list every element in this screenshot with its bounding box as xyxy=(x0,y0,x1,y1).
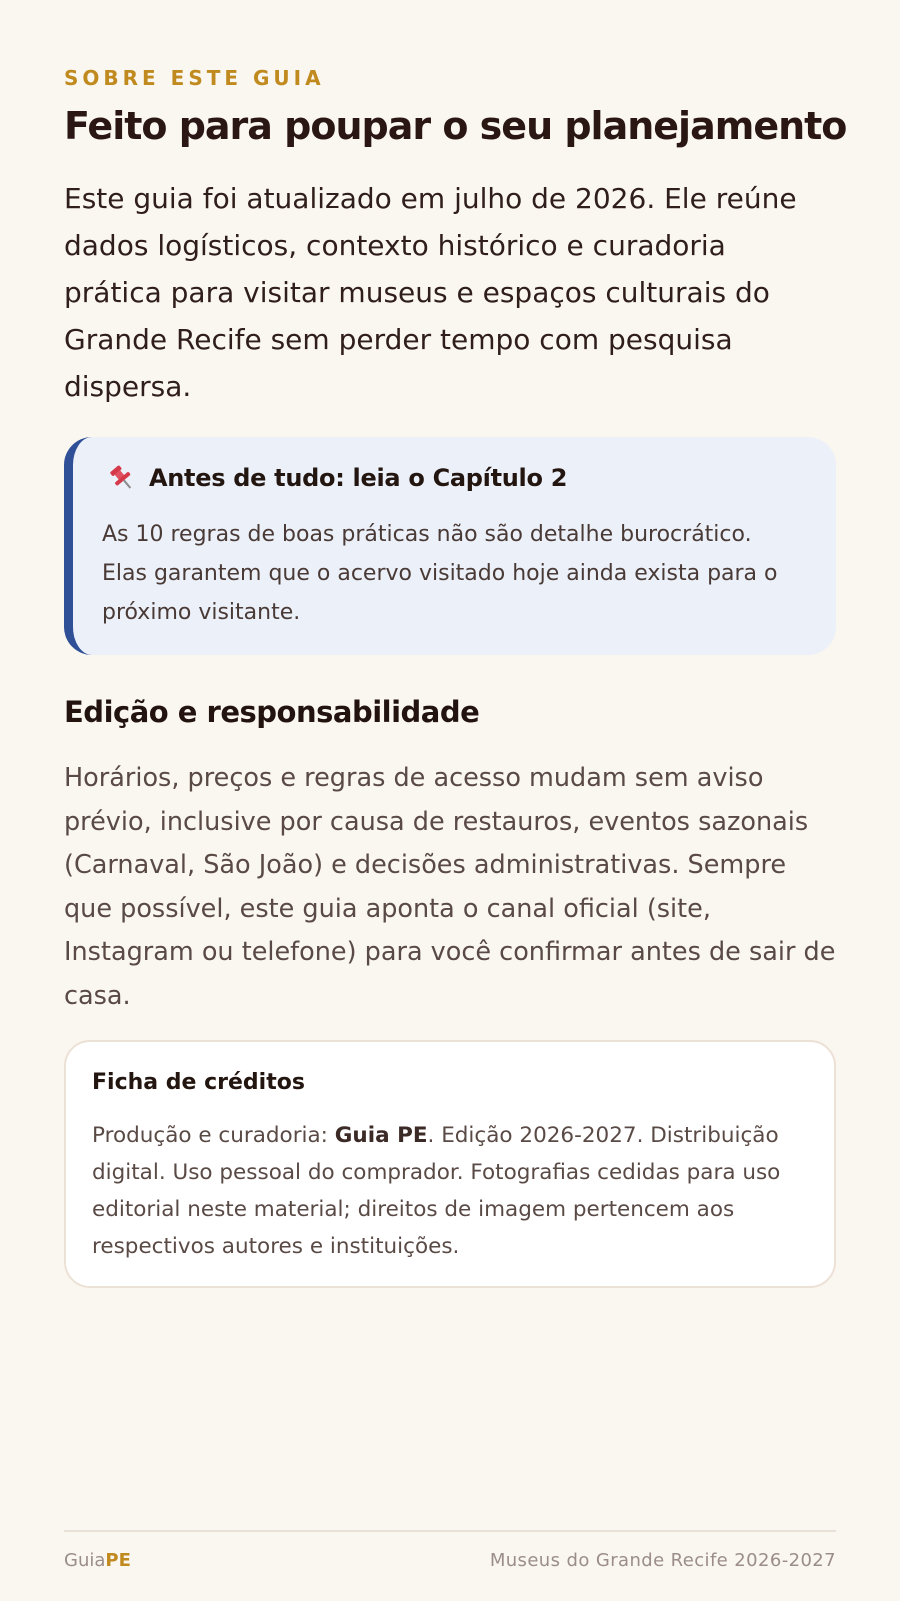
callout-box xyxy=(64,437,836,655)
footer-brand xyxy=(64,1550,131,1571)
section-body: Horários, preços e regras de acesso mudam sem aviso prévio, inclusive por causa de restauros, eventos sazonais (Carnaval, São João) e decisões administrativas. Sempre que possível, este guia aponta o canal oficial (site, Instagram ou telefone) para você confirmar antes de sair de casa. xyxy=(64,763,836,1011)
credits-lead: Produção e curadoria: xyxy=(92,1123,335,1148)
callout-body: As 10 regras de boas práticas não são detalhe burocrático. Elas garantem que o acervo visitado hoje ainda exista para o próximo visitante. xyxy=(102,522,778,625)
pushpin-icon xyxy=(107,463,137,493)
credits-title: Ficha de créditos xyxy=(92,1070,305,1095)
callout-header xyxy=(107,463,567,493)
footer-divider xyxy=(64,1530,836,1532)
page-title: Feito para poupar o seu planejamento xyxy=(64,104,847,148)
footer-brand-prefix: Guia xyxy=(64,1550,106,1571)
footer-publication-title: Museus do Grande Recife 2026-2027 xyxy=(489,1550,836,1571)
credits-rest: . Edição 2026-2027. Distribuição digital. Uso pessoal do comprador. Fotografias cedidas para uso editorial neste material; direitos de imagem pertencem aos respectivos autores e instituições. xyxy=(92,1123,781,1259)
section-title: Edição e responsabilidade xyxy=(64,695,480,729)
section-eyebrow: SOBRE ESTE GUIA xyxy=(64,66,325,90)
callout-title: Antes de tudo: leia o Capítulo 2 xyxy=(149,464,568,492)
footer-brand-suffix: PE xyxy=(105,1550,131,1571)
intro-paragraph: Este guia foi atualizado em julho de 2026. Ele reúne dados logísticos, contexto histórico e curadoria prática para visitar museus e espaços culturais do Grande Recife sem perder tempo com pesquisa dispersa. xyxy=(64,182,797,403)
credits-body xyxy=(92,1117,812,1265)
credits-card xyxy=(64,1040,836,1288)
credits-brand: Guia PE xyxy=(334,1123,428,1148)
